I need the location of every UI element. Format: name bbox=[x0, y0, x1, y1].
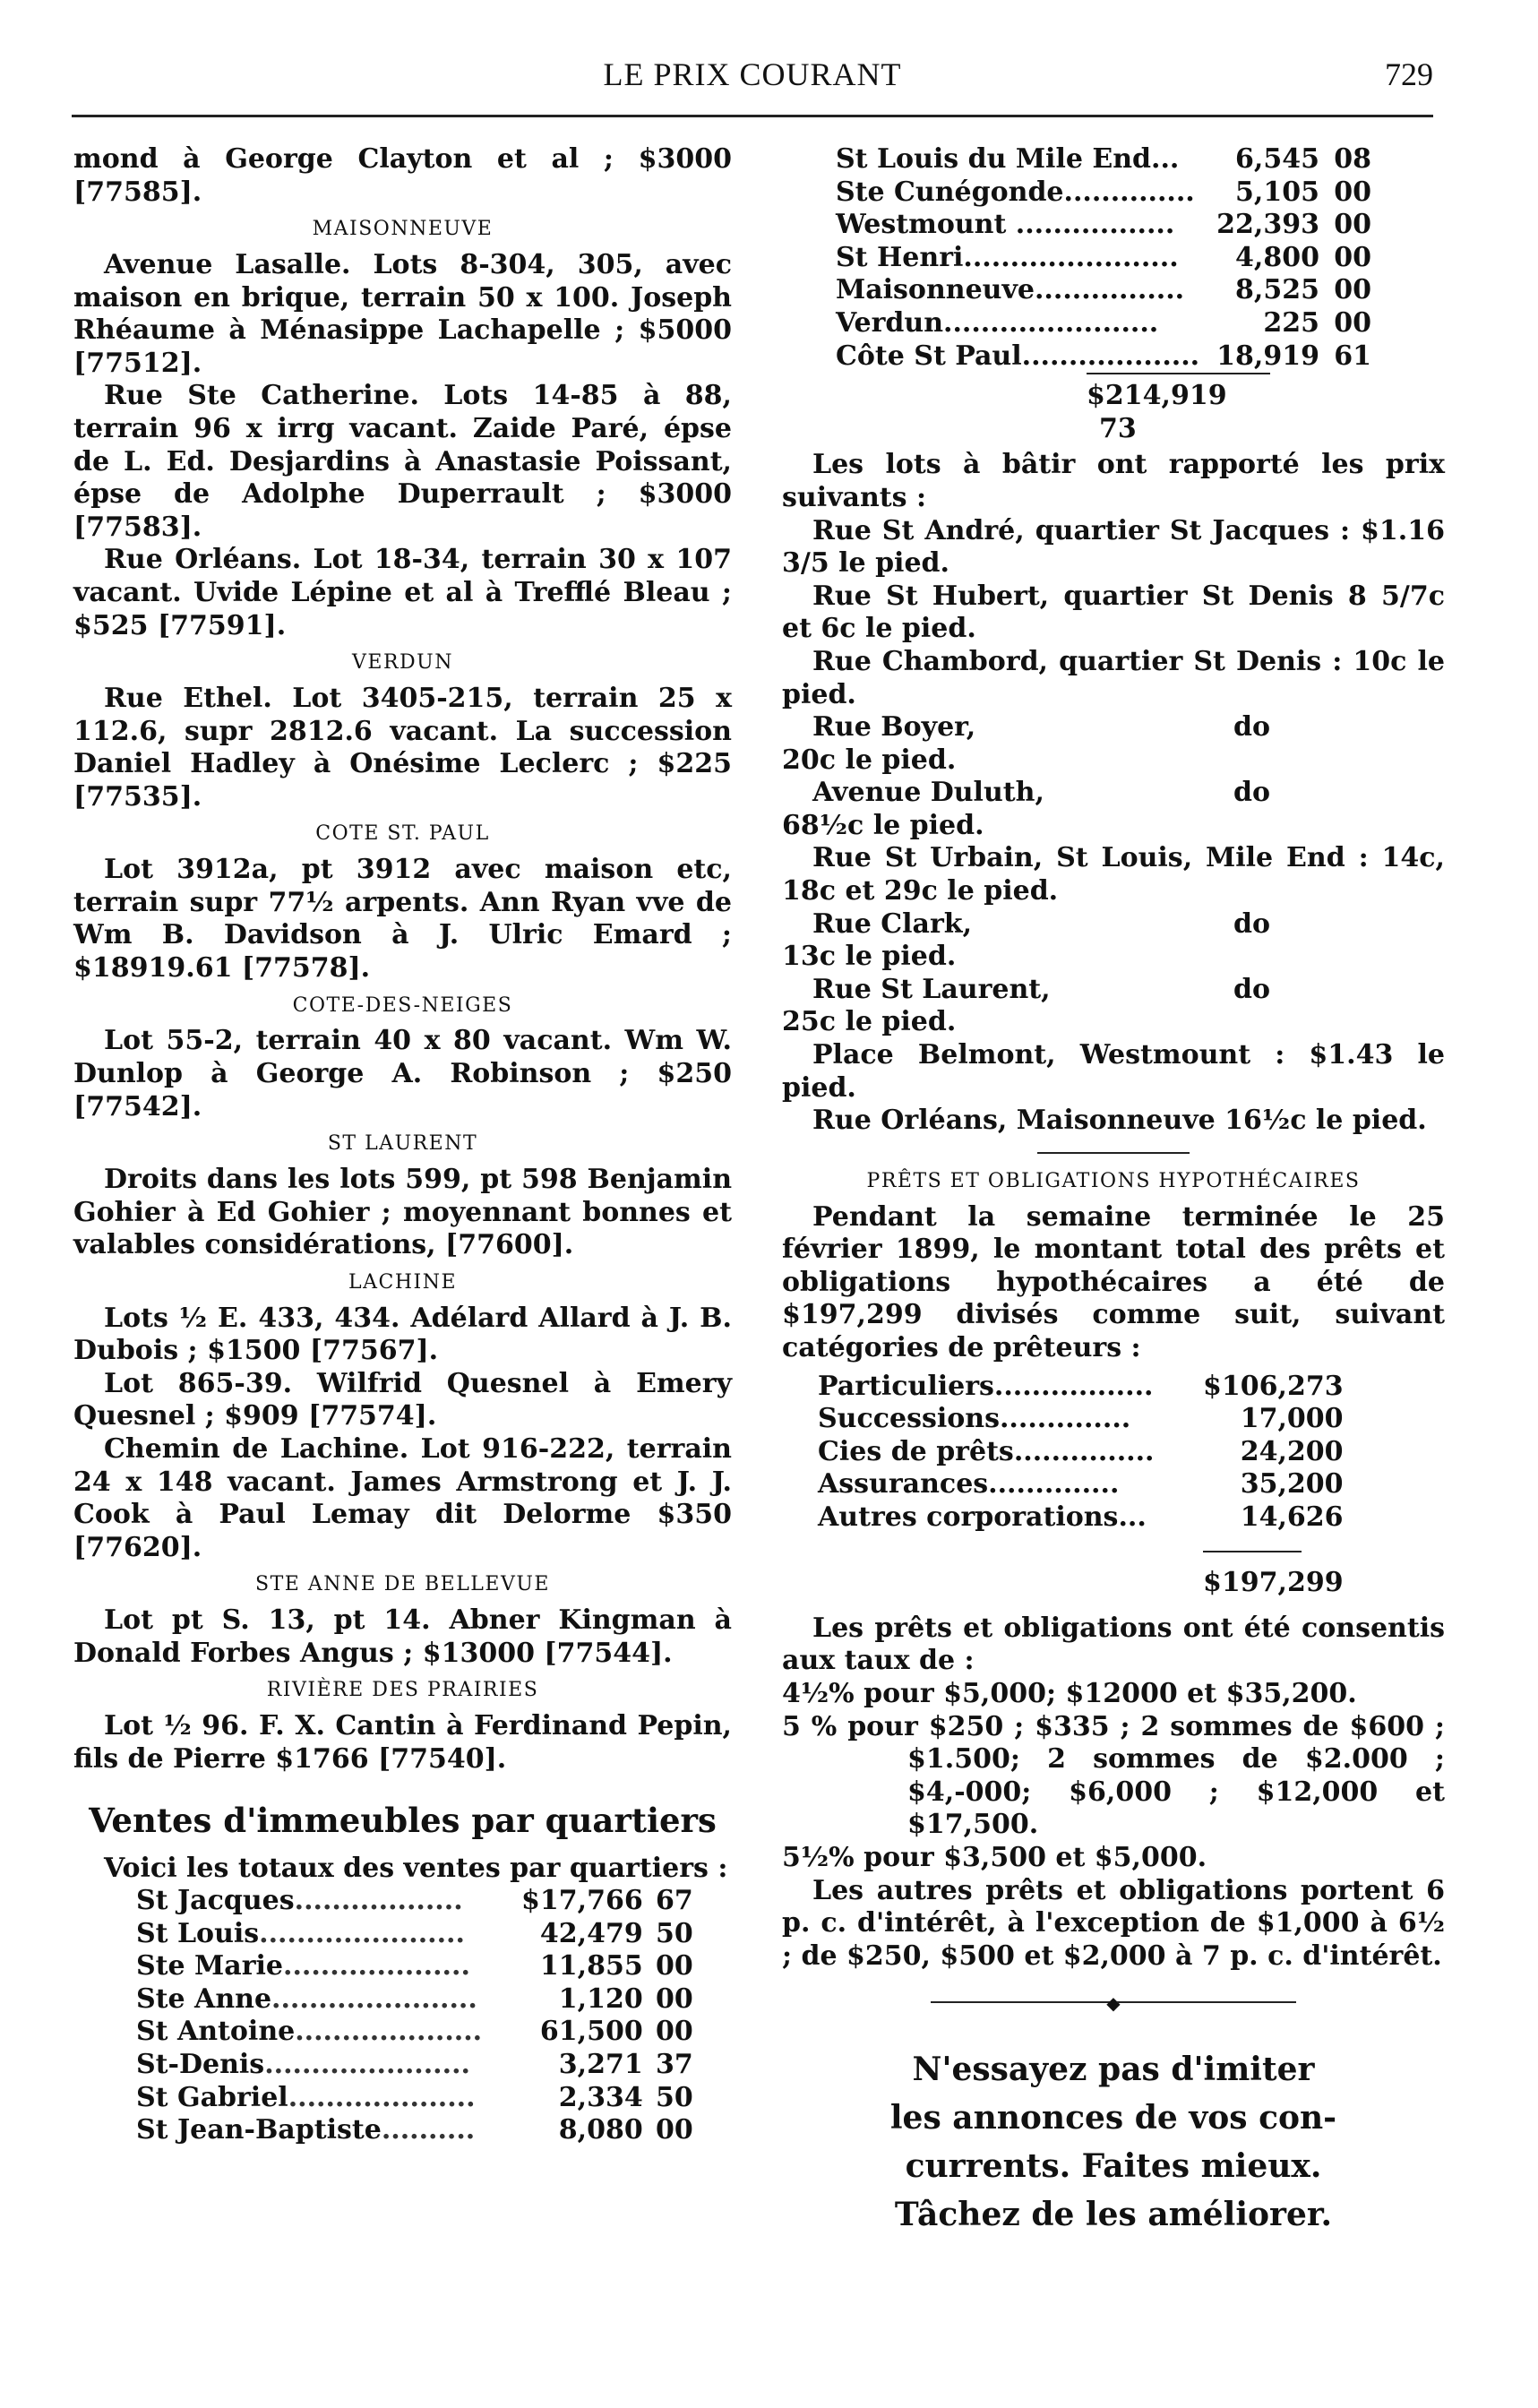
quartier-name: St-Denis bbox=[136, 2049, 265, 2081]
taux-autres: Les autres prêts et obligations portent 6 p. c. d'intérêt, à l'exception de $1,000 à 6½ ; de $250, $500 et $2,000 à 7 p. c. d'intérêt. bbox=[782, 1874, 1445, 1972]
quartier-cents: 00 bbox=[1334, 176, 1371, 208]
lender-category: Successions bbox=[818, 1403, 1000, 1435]
lots-intro: Les lots à bâtir ont rapporté les prix suivants : bbox=[782, 449, 1445, 513]
rate-line: 4½% pour $5,000; $12000 et $35,200. bbox=[782, 1677, 1357, 1709]
page-header bbox=[72, 56, 1433, 109]
quartier-amount: 2,334 bbox=[558, 2081, 643, 2113]
street-entry: Rue St Hubert, quartier St Denis 8 5/7c et 6c le pied. bbox=[782, 580, 1445, 645]
paragraph: Avenue Lasalle. Lots 8-304, 305, avec maison en brique, terrain 50 x 100. Joseph Rhéaume à Ménasippe Lachapelle ; $5000 [77512]. bbox=[73, 249, 732, 379]
quartier-cents: 37 bbox=[655, 2049, 693, 2081]
section-divider bbox=[1037, 1152, 1190, 1154]
quartier-name: St Jacques bbox=[136, 1885, 295, 1917]
quartier-name: St Antoine bbox=[136, 2016, 296, 2048]
quartier-name: St Henri bbox=[836, 241, 964, 273]
street-entry: Rue Orléans, Maisonneuve 16½c le pied. bbox=[812, 1105, 1427, 1137]
paragraph: Lot 865-39. Wilfrid Quesnel à Emery Quesnel ; $909 [77574]. bbox=[73, 1367, 732, 1432]
quartier-amount: 5,105 bbox=[1235, 176, 1319, 208]
table-row: St Louis...................... 42,479 50 bbox=[136, 1917, 693, 1949]
quartier-cents: 08 bbox=[1334, 143, 1371, 175]
ventes-heading: Ventes d'immeubles par quartiers bbox=[89, 1801, 717, 1841]
quartier-cents: 00 bbox=[1334, 274, 1371, 306]
lender-category: Autres corporations... bbox=[818, 1501, 1147, 1533]
table-row: Maisonneuve................ 8,525 00 bbox=[836, 274, 1371, 306]
quartier-cents: 00 bbox=[655, 1982, 693, 2015]
table-row: Ste Marie.................... 11,855 00 bbox=[136, 1950, 693, 1982]
quartier-cents: 00 bbox=[1334, 306, 1371, 339]
table-row: St-Denis...................... 3,271 37 bbox=[136, 2049, 693, 2081]
grand-total-amount: $214,919 bbox=[1087, 380, 1227, 412]
paragraph: Lot 55-2, terrain 40 x 80 vacant. Wm W. Dunlop à George A. Robinson ; $250 [77542]. bbox=[73, 1025, 732, 1122]
street-entry: Rue Chambord, quartier St Denis : 10c le pied. bbox=[782, 645, 1445, 710]
quartier-name: Westmount bbox=[836, 209, 1007, 241]
street-name: Avenue Duluth, bbox=[812, 777, 1044, 809]
quartier-amount: 11,855 bbox=[539, 1950, 643, 1982]
section-heading-cote-st-paul: COTE ST. PAUL bbox=[315, 822, 490, 846]
table-row: Verdun....................... 225 00 bbox=[836, 306, 1371, 339]
left-column bbox=[73, 143, 732, 2147]
table-row: St Henri....................... 4,800 00 bbox=[836, 241, 1371, 273]
paragraph: Rue Ste Catherine. Lots 14-85 à 88, terrain 96 x irrg vacant. Zaide Paré, épse de L. Ed. Desjardins à Anastasie Poissant, épse de Adolphe Duperrault ; $3000 [77583]. bbox=[73, 380, 732, 543]
quartier-cents: 00 bbox=[655, 2016, 693, 2048]
street-price: 68½c le pied. bbox=[782, 809, 984, 841]
ad-line: Tâchez de les améliorer. bbox=[894, 2195, 1333, 2233]
paragraph: Chemin de Lachine. Lot 916-222, terrain 24 x 148 vacant. James Armstrong et J. J. Cook à Paul Lemay dit Delorme $350 [77620]. bbox=[73, 1432, 732, 1563]
lenders-total bbox=[1203, 1535, 1445, 1600]
quartier-amount: 4,800 bbox=[1235, 241, 1319, 273]
quartier-name: Ste Marie bbox=[136, 1950, 283, 1982]
quartier-name: St Louis du Mile End... bbox=[836, 143, 1180, 175]
lender-category: Assurances bbox=[818, 1468, 989, 1501]
street-entry: Place Belmont, Westmount : $1.43 le pied. bbox=[782, 1039, 1445, 1104]
street-entry bbox=[782, 908, 1445, 942]
rate-line: 5½% pour $3,500 et $5,000. bbox=[782, 1841, 1207, 1873]
section-heading-maisonneuve: MAISONNEUVE bbox=[312, 218, 494, 241]
section-heading-riviere-des-prairies: RIVIÈRE DES PRAIRIES bbox=[266, 1679, 539, 1702]
street-prices bbox=[782, 515, 1445, 1138]
paragraph: mond à George Clayton et al ; $3000 [77585]. bbox=[73, 143, 732, 208]
quartier-amount: $17,766 bbox=[521, 1885, 643, 1917]
quartier-amount: 42,479 bbox=[539, 1917, 643, 1949]
table-row: St Jean-Baptiste.......... 8,080 00 bbox=[136, 2114, 693, 2146]
lender-amount: $106,273 bbox=[1203, 1370, 1344, 1402]
paragraph: Droits dans les lots 599, pt 598 Benjamin Gohier à Ed Gohier ; moyennant bonnes et valables considérations, [77600]. bbox=[73, 1163, 732, 1261]
table-row: Cies de prêts............... 24,200 bbox=[818, 1435, 1344, 1467]
table-row: St Jacques.................. $17,766 67 bbox=[136, 1885, 693, 1917]
table-row: Westmount ................. 22,393 00 bbox=[836, 209, 1371, 241]
section-heading-ste-anne-de-bellevue: STE ANNE DE BELLEVUE bbox=[255, 1573, 550, 1596]
street-name: Rue Clark, bbox=[812, 907, 973, 940]
quartier-cents: 50 bbox=[655, 2081, 693, 2113]
lenders-table bbox=[818, 1371, 1344, 1535]
quartier-name: Ste Cunégonde bbox=[836, 176, 1064, 208]
street-entry: Rue St André, quartier St Jacques : $1.16 3/5 le pied. bbox=[782, 514, 1445, 580]
table-row: Successions.............. 17,000 bbox=[818, 1403, 1344, 1435]
lender-amount: 17,000 bbox=[1240, 1403, 1344, 1435]
street-price: 20c le pied. bbox=[782, 744, 957, 776]
section-heading-verdun: VERDUN bbox=[352, 651, 453, 675]
ornamental-divider: ◆ bbox=[782, 1985, 1445, 2018]
quartier-amount: 3,271 bbox=[558, 2049, 643, 2081]
quartier-cents: 00 bbox=[1334, 241, 1371, 273]
quartier-amount: 8,080 bbox=[558, 2114, 643, 2146]
quartier-amount: 225 bbox=[1263, 306, 1319, 339]
table-row: St Antoine.................... 61,500 00 bbox=[136, 2016, 693, 2048]
page-number: 729 bbox=[1385, 56, 1433, 92]
quartier-amount: 6,545 bbox=[1235, 143, 1319, 175]
quartier-cents: 00 bbox=[655, 2114, 693, 2146]
quartier-cents: 00 bbox=[655, 1950, 693, 1982]
table-row: Ste Cunégonde.............. 5,105 00 bbox=[836, 176, 1371, 208]
quartier-name: Verdun bbox=[836, 306, 944, 339]
quartiers-table-left bbox=[136, 1885, 693, 2147]
ventes-intro: Voici les totaux des ventes par quartiers : bbox=[104, 1852, 728, 1884]
quartiers-table-right bbox=[836, 143, 1371, 373]
section-heading-cote-des-neiges: COTE-DES-NEIGES bbox=[292, 993, 513, 1017]
lender-amount: 24,200 bbox=[1240, 1435, 1344, 1467]
street-entry: Rue St Urbain, St Louis, Mile End : 14c, 18c et 29c le pied. bbox=[782, 842, 1445, 907]
ad-line: currents. Faites mieux. bbox=[905, 2146, 1322, 2185]
ad-line: N'essayez pas d'imiter bbox=[912, 2050, 1315, 2088]
header-rule bbox=[72, 115, 1433, 117]
section-heading-lachine: LACHINE bbox=[348, 1270, 457, 1294]
table-row: Assurances.............. 35,200 bbox=[818, 1468, 1344, 1501]
ad-line: les annonces de vos con- bbox=[889, 2098, 1337, 2137]
table-row: St Gabriel.................... 2,334 50 bbox=[136, 2081, 693, 2113]
ditto-mark: do bbox=[1233, 973, 1270, 1005]
table-row: Côte St Paul................... 18,919 61 bbox=[836, 340, 1371, 372]
street-price: 13c le pied. bbox=[782, 941, 957, 973]
quartier-amount: 61,500 bbox=[539, 2016, 643, 2048]
paragraph: Lot pt S. 13, pt 14. Abner Kingman à Donald Forbes Angus ; $13000 [77544]. bbox=[73, 1604, 732, 1669]
ditto-mark: do bbox=[1233, 777, 1270, 809]
street-entry bbox=[782, 777, 1445, 810]
street-name: Rue St Laurent, bbox=[812, 973, 1051, 1005]
ditto-mark: do bbox=[1233, 711, 1270, 744]
section-heading-st-laurent: ST LAURENT bbox=[327, 1132, 478, 1156]
street-price: 25c le pied. bbox=[782, 1006, 957, 1038]
prets-intro: Pendant la semaine terminée le 25 février 1899, le montant total des prêts et obligations hypothécaires a été de $197,299 divisés comme suit, suivant catégories de prêteurs : bbox=[782, 1200, 1445, 1364]
quartier-name: St Gabriel bbox=[136, 2081, 288, 2113]
paragraph: Rue Orléans. Lot 18-34, terrain 30 x 107 vacant. Uvide Lépine et al à Trefflé Bleau ; $525 [77591]. bbox=[73, 544, 732, 641]
quartier-amount: 1,120 bbox=[558, 1982, 643, 2015]
quartier-name: St Louis bbox=[136, 1917, 260, 1949]
table-row: Particuliers................. $106,273 bbox=[818, 1370, 1344, 1402]
quartier-cents: 67 bbox=[655, 1885, 693, 1917]
quartier-name: Maisonneuve bbox=[836, 274, 1035, 306]
paragraph: Lots ½ E. 433, 434. Adélard Allard à J. B. Dubois ; $1500 [77567]. bbox=[73, 1302, 732, 1367]
rate-line: 5 % pour $250 ; $335 ; 2 sommes de $600 ; $1.500; 2 sommes de $2.000 ; $4,-000; $6,000 ; $12,000 et $17,500. bbox=[782, 1710, 1445, 1841]
paragraph: Rue Ethel. Lot 3405-215, terrain 25 x 112.6, supr 2812.6 vacant. La succession Daniel Hadley à Onésime Leclerc ; $225 [77535]. bbox=[73, 682, 732, 813]
lender-category: Particuliers bbox=[818, 1370, 994, 1402]
street-entry bbox=[782, 974, 1445, 1007]
right-column bbox=[782, 143, 1445, 2239]
section-heading-prets: PRÊTS ET OBLIGATIONS HYPOTHÉCAIRES bbox=[866, 1169, 1361, 1192]
quartier-name: Côte St Paul bbox=[836, 340, 1022, 372]
grand-total bbox=[1087, 373, 1270, 445]
quartier-name: St Jean-Baptiste bbox=[136, 2114, 382, 2146]
lenders-total-amount: $197,299 bbox=[1203, 1567, 1344, 1599]
paragraph: Lot 3912a, pt 3912 avec maison etc, terrain supr 77½ arpents. Ann Ryan vve de Wm B. Davidson à J. Ulric Emard ; $18919.61 [77578]. bbox=[73, 854, 732, 984]
quartier-amount: 22,393 bbox=[1216, 209, 1319, 241]
table-row bbox=[818, 1501, 1344, 1535]
taux-intro: Les prêts et obligations ont été consentis aux taux de : bbox=[782, 1612, 1445, 1677]
running-title: LE PRIX COURANT bbox=[603, 56, 902, 92]
quartier-cents: 61 bbox=[1334, 340, 1371, 372]
advertisement-box bbox=[782, 2045, 1445, 2239]
ditto-mark: do bbox=[1233, 907, 1270, 940]
quartier-cents: 50 bbox=[655, 1917, 693, 1949]
table-row bbox=[836, 143, 1371, 176]
lender-category: Cies de prêts bbox=[818, 1435, 1014, 1467]
lender-amount: 35,200 bbox=[1240, 1468, 1344, 1501]
quartier-amount: 8,525 bbox=[1235, 274, 1319, 306]
table-row: Ste Anne...................... 1,120 00 bbox=[136, 1982, 693, 2015]
street-entry bbox=[782, 711, 1445, 744]
quartier-amount: 18,919 bbox=[1216, 340, 1319, 372]
grand-total-cents: 73 bbox=[1099, 412, 1137, 444]
paragraph: Lot ½ 96. F. X. Cantin à Ferdinand Pepin, fils de Pierre $1766 [77540]. bbox=[73, 1710, 732, 1775]
quartier-name: Ste Anne bbox=[136, 1982, 272, 2015]
quartier-cents: 00 bbox=[1334, 209, 1371, 241]
lender-amount: 14,626 bbox=[1240, 1501, 1344, 1533]
street-name: Rue Boyer, bbox=[812, 711, 976, 744]
